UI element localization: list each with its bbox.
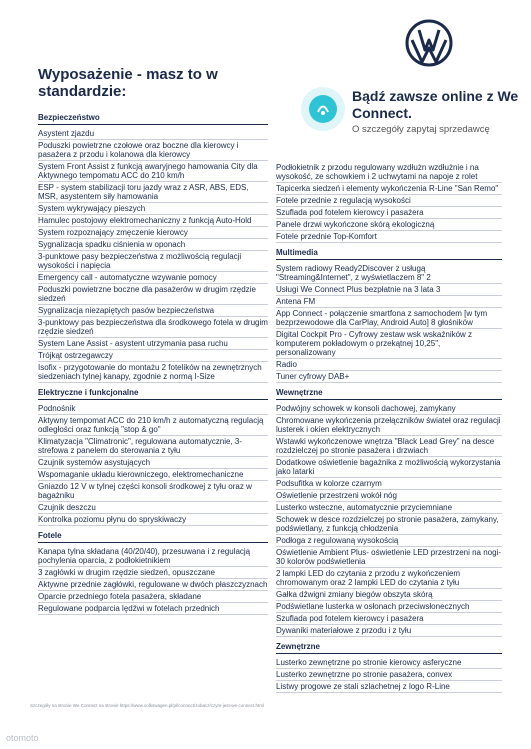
list-item: Sygnalizacja spadku ciśnienia w oponach (38, 239, 268, 251)
equipment-list (38, 128, 268, 383)
list-item: Digital Cockpit Pro - Cyfrowy zestaw wsk wskaźników z komputerem pokładowym o przekątnej 10,25", personalizowany (276, 329, 502, 359)
right-column (276, 158, 502, 697)
list-item: Oświetlenie przestrzeni wokół nóg (276, 490, 502, 502)
list-item: Chromowane wykończenia przełączników świateł oraz regulacji lusterek i okien elektrycznych (276, 416, 501, 434)
list-item: Hamulec postojowy elektromechaniczny z funkcją Auto-Hold (38, 215, 268, 227)
page-title: Wyposażenie - masz to w standardzie: (38, 66, 218, 100)
list-item: Emergency call - automatyczne wzywanie pomocy (38, 272, 268, 284)
we-connect-promo (300, 86, 520, 146)
list-item: Podłoga z regulowaną wysokością (276, 535, 502, 547)
list-item: Radio (276, 359, 502, 371)
list-item: Kontrolka poziomu płynu do spryskiwaczy (38, 514, 268, 526)
list-item: Czujnik systemów asystujących (38, 457, 268, 469)
equipment-list (38, 546, 268, 615)
list-item: Szuflada pod fotelem kierowcy i pasażera (276, 207, 502, 219)
list-item: 3-punktowy pas bezpieczeństwa dla środkowego fotela w drugim rzędzie siedzeń (38, 318, 268, 336)
list-item: Panele drzwi wykończone skórą ekologiczną (276, 219, 502, 231)
list-item: Lusterko wsteczne, automatycznie przyciemniane (276, 502, 502, 514)
list-item: Listwy progowe ze stali szlachetnej z logo R-Line (276, 681, 502, 693)
list-item: Aktywny tempomat ACC do 210 km/h z automatyczną regulacją odległości oraz funkcją "stop & go" (38, 415, 268, 436)
section-heading-wewnetrzne: Wewnętrzne (276, 387, 502, 400)
list-item: Dywaniki materiałowe z przodu i z tyłu (276, 625, 502, 637)
section-heading-bezpieczenstwo: Bezpieczeństwo (38, 112, 268, 125)
footer-note: Szczegóły na stronie We Connect na stronie https://www.volkswagen.pl/pl/connect/zobacz/czym-jest-we-connect.html (30, 703, 265, 708)
section-heading-multimedia: Multimedia (276, 247, 502, 260)
list-item: Podsufitka w kolorze czarnym (276, 478, 502, 490)
list-item: Oparcie przedniego fotela pasażera, składane (38, 591, 268, 603)
list-item: Antena FM (276, 296, 502, 308)
watermark: otomoto (6, 733, 39, 743)
list-item: Aktywne przednie zagłówki, regulowane w dwóch płaszczyznach (38, 580, 268, 589)
list-item: Kanapa tylna składana (40/20/40), przesuwana i z regulacją pochylenia oparcia, z podłokietnikiem (38, 546, 268, 567)
equipment-list (276, 162, 502, 243)
section-heading-elektryczne-i-funkcjonalne: Elektryczne i funkcjonalne (38, 387, 268, 400)
list-item: Schowek w desce rozdzielczej po stronie pasażera, zamykany, podświetlany, z funkcją chłodzenia (276, 514, 502, 535)
section-heading-fotele: Fotele (38, 530, 268, 543)
list-item: Lusterko zewnętrzne po stronie pasażera, convex (276, 669, 502, 681)
list-item: Podświetlane lusterka w osłonach przeciwsłonecznych (276, 601, 502, 613)
list-item: 2 lampki LED do czytania z przodu z wykończeniem chromowanym oraz 2 lampki LED do czytania z tyłu (276, 568, 502, 589)
list-item: System Lane Assist - asystent utrzymania pasa ruchu (38, 338, 268, 350)
list-item: System rozpoznający zmęczenie kierowcy (38, 227, 268, 239)
list-item: Podwójny schowek w konsoli dachowej, zamykany (276, 403, 502, 415)
equipment-list (276, 263, 502, 383)
list-item: Gałka dźwigni zmiany biegów obszyta skórą (276, 589, 502, 601)
list-item: Lusterko zewnętrzne po stronie kierowcy asferyczne (276, 657, 502, 669)
list-item: ESP - system stabilizacji toru jazdy wraz z ASR, ABS, EDS, MSR, asystentem siły hamowania (38, 182, 268, 203)
list-item: Poduszki powietrzne czołowe oraz boczne dla kierowcy i pasażera z przodu i kolanowa dla kierowcy (38, 140, 268, 161)
list-item: 3 zagłówki w drugim rzędzie siedzeń, opuszczane (38, 567, 268, 579)
promo-subtitle: O szczegóły zapytaj sprzedawcę (352, 124, 490, 135)
list-item: Sygnalizacja niezapiętych pasów bezpieczeństwa (38, 305, 268, 317)
list-item: System Front Assist z funkcją awaryjnego hamowania City dla Aktywnego tempomatu ACC do 210 km/h (38, 161, 268, 182)
equipment-list (38, 403, 268, 526)
section-heading-section-0 (276, 158, 502, 159)
list-item: Wspomaganie układu kierowniczego, elektromechaniczne (38, 469, 268, 481)
list-item: Fotele przednie z regulacją wysokości (276, 195, 502, 207)
list-item: System radiowy Ready2Discover z usługą "Streaming&Internet", z wyświetlaczem 8" 2 (276, 263, 502, 284)
section-heading-zewnetrzne: Zewnętrzne (276, 641, 502, 654)
list-item: Fotele przednie Top-Komfort (276, 231, 502, 243)
equipment-list (276, 403, 502, 637)
list-item: Podłokietnik z przodu regulowany wzdłużn wzdłużnie i na wysokość, ze schowkiem i 2 uchwytami na napoje z rolet (276, 162, 502, 183)
list-item: Podnośnik (38, 403, 268, 415)
list-item: Isofix - przygotowanie do montażu 2 fotelików na zewnętrznych siedzeniach tylnej kanapy, zgodnie z normą I-Size (38, 362, 268, 383)
list-item: Tapicerka siedzeń i elementy wykończenia R-Line "San Remo" (276, 183, 502, 195)
list-item: Regulowane podparcia lędźwi w fotelach przednich (38, 603, 268, 615)
list-item: Czujnik deszczu (38, 502, 268, 514)
list-item: Usługi We Connect Plus bezpłatnie na 3 lata 3 (276, 284, 502, 296)
list-item: Tuner cyfrowy DAB+ (276, 371, 502, 383)
vw-logo-icon (404, 18, 454, 68)
left-column (38, 112, 268, 619)
we-connect-icon (300, 86, 346, 132)
list-item: Gniazdo 12 V w tylnej części konsoli środkowej z tyłu oraz w bagażniku (38, 481, 268, 502)
list-item: Szuflada pod fotelem kierowcy i pasażera (276, 613, 502, 625)
list-item: Trójkąt ostrzegawczy (38, 350, 268, 362)
list-item: System wykrywający pieszych (38, 203, 268, 215)
list-item: App Connect - połączenie smartfona z samochodem [w tym bezprzewodowe dla CarPlay, Android Auto] 8 głośników (276, 308, 502, 329)
equipment-list (276, 657, 502, 693)
list-item: Wstawki wykończenowe wnętrza "Black Lead Grey" na desce rozdzielczej po stronie pasażera i drzwiach (276, 436, 502, 457)
list-item: Asystent zjazdu (38, 128, 268, 140)
list-item: 3-punktowe pasy bezpieczeństwa z możliwością regulacji wysokości i napięcia (38, 251, 268, 272)
list-item: Oświetlenie Ambient Plus- oświetlenie LED przestrzeni na nogi-30 kolorów podświetlenia (276, 548, 501, 566)
list-item: Dodatkowe oświetlenie bagażnika z możliwością wykorzystania jako latarki (276, 458, 501, 476)
list-item: Klimatyzacja "Climatronic", regulowana automatycznie, 3-strefowa z panelem do sterowania z tyłu (38, 436, 268, 457)
list-item: Poduszki powietrzne boczne dla pasażerów w drugim rzędzie siedzeń (38, 284, 268, 305)
promo-title: Bądź zawsze online z We Connect. (352, 88, 519, 121)
